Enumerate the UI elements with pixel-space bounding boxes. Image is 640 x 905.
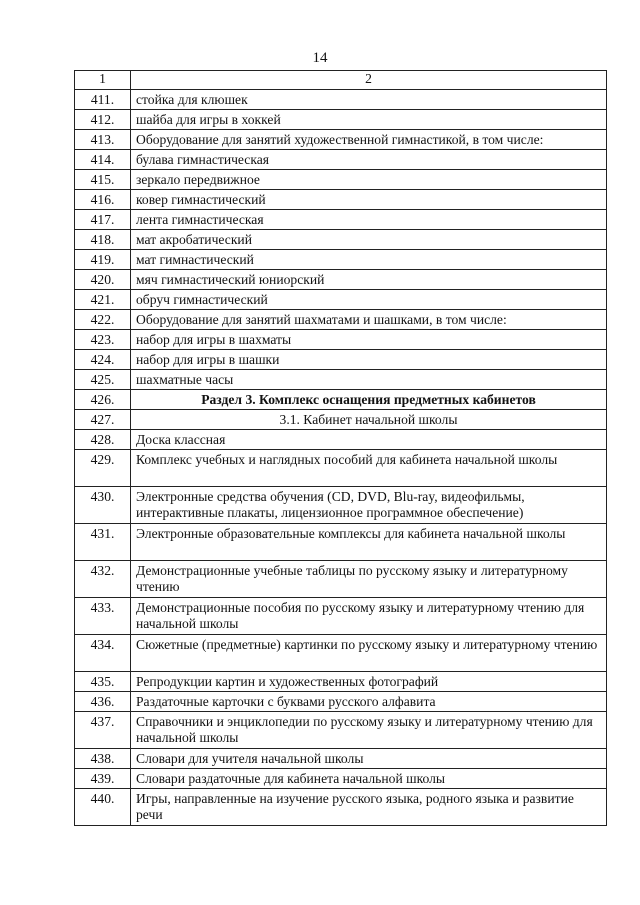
item-name: булава гимнастическая [131,150,607,170]
row-number: 417. [75,210,131,230]
row-number: 411. [75,90,131,110]
item-name: Демонстрационные учебные таблицы по русскому языку и литературному чтению [131,561,607,598]
column-header-name: 2 [131,71,607,90]
row-number: 422. [75,310,131,330]
table-row [75,290,607,310]
item-name: лента гимнастическая [131,210,607,230]
table-row [75,190,607,210]
item-name: Оборудование для занятий художественной гимнастикой, в том числе: [131,130,607,150]
table-row [75,749,607,769]
item-name: мат гимнастический [131,250,607,270]
item-name: Игры, направленные на изучение русского языка, родного языка и развитие речи [131,789,607,826]
item-name: Электронные образовательные комплексы для кабинета начальной школы [131,524,607,561]
table-header-row [75,71,607,90]
table-row [75,561,607,598]
row-number: 429. [75,450,131,487]
row-number: 415. [75,170,131,190]
table-row [75,90,607,110]
table-row [75,230,607,250]
row-number: 426. [75,390,131,410]
table-row [75,250,607,270]
table-row [75,487,607,524]
item-name: мат акробатический [131,230,607,250]
row-number: 423. [75,330,131,350]
subsection-row [75,410,607,430]
table-row [75,330,607,350]
subsection-title: 3.1. Кабинет начальной школы [131,410,607,430]
table-row [75,635,607,672]
table-row [75,350,607,370]
row-number: 440. [75,789,131,826]
item-name: набор для игры в шахматы [131,330,607,350]
row-number: 435. [75,672,131,692]
table-body [75,90,607,826]
item-name: стойка для клюшек [131,90,607,110]
row-number: 430. [75,487,131,524]
row-number: 414. [75,150,131,170]
table-row [75,110,607,130]
table-row [75,170,607,190]
table-row [75,310,607,330]
table-row [75,450,607,487]
table-row [75,270,607,290]
table-row [75,430,607,450]
item-name: ковер гимнастический [131,190,607,210]
row-number: 434. [75,635,131,672]
row-number: 420. [75,270,131,290]
section-row [75,390,607,410]
table-row [75,672,607,692]
row-number: 427. [75,410,131,430]
item-name: Раздаточные карточки с буквами русского алфавита [131,692,607,712]
table-row [75,598,607,635]
equipment-table [74,70,607,826]
item-name: обруч гимнастический [131,290,607,310]
row-number: 428. [75,430,131,450]
item-name: Демонстрационные пособия по русскому языку и литературному чтению для начальной школы [131,598,607,635]
item-name: Сюжетные (предметные) картинки по русскому языку и литературному чтению [131,635,607,672]
item-name: шайба для игры в хоккей [131,110,607,130]
item-name: Электронные средства обучения (CD, DVD, Blu-ray, видеофильмы, интерактивные плакаты, лицензионное программное обеспечение) [131,487,607,524]
section-title: Раздел 3. Комплекс оснащения предметных кабинетов [131,390,607,410]
row-number: 416. [75,190,131,210]
item-name: Комплекс учебных и наглядных пособий для кабинета начальной школы [131,450,607,487]
row-number: 431. [75,524,131,561]
page-number: 14 [312,50,328,66]
row-number: 421. [75,290,131,310]
row-number: 438. [75,749,131,769]
table-row [75,769,607,789]
row-number: 424. [75,350,131,370]
item-name: шахматные часы [131,370,607,390]
row-number: 412. [75,110,131,130]
row-number: 425. [75,370,131,390]
table-row [75,130,607,150]
table-row [75,712,607,749]
row-number: 413. [75,130,131,150]
table-row [75,370,607,390]
row-number: 437. [75,712,131,749]
item-name: Словари для учителя начальной школы [131,749,607,769]
row-number: 418. [75,230,131,250]
item-name: Словари раздаточные для кабинета начальной школы [131,769,607,789]
item-name: набор для игры в шашки [131,350,607,370]
table-row [75,524,607,561]
table-row [75,150,607,170]
item-name: зеркало передвижное [131,170,607,190]
item-name: Справочники и энциклопедии по русскому языку и литературному чтению для начальной школы [131,712,607,749]
table-row [75,210,607,230]
column-header-number: 1 [75,71,131,90]
table-row [75,789,607,826]
item-name: Доска классная [131,430,607,450]
row-number: 433. [75,598,131,635]
row-number: 436. [75,692,131,712]
row-number: 419. [75,250,131,270]
row-number: 439. [75,769,131,789]
table-row [75,692,607,712]
item-name: Репродукции картин и художественных фотографий [131,672,607,692]
item-name: мяч гимнастический юниорский [131,270,607,290]
row-number: 432. [75,561,131,598]
item-name: Оборудование для занятий шахматами и шашками, в том числе: [131,310,607,330]
